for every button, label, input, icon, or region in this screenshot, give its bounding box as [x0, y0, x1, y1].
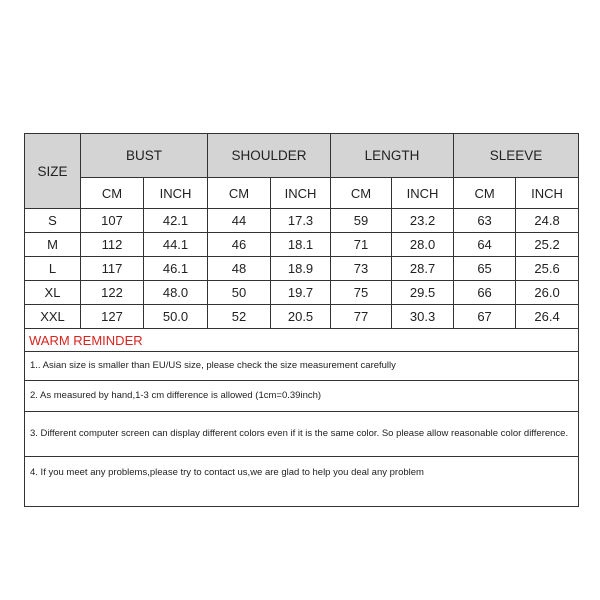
table-cell: 73 [331, 257, 392, 281]
table-cell: 75 [331, 281, 392, 305]
size-cell: XL [25, 281, 81, 305]
table-cell: 77 [331, 305, 392, 329]
size-cell: M [25, 233, 81, 257]
table-row [25, 257, 579, 281]
size-chart-table [24, 133, 579, 507]
table-cell: 71 [331, 233, 392, 257]
table-cell: 17.3 [271, 209, 331, 233]
warm-reminder-row [25, 329, 579, 352]
reminder-note-row [25, 381, 579, 412]
table-cell: 18.9 [271, 257, 331, 281]
unit-header: INCH [392, 178, 454, 209]
table-cell: 28.0 [392, 233, 454, 257]
table-cell: 18.1 [271, 233, 331, 257]
size-cell: S [25, 209, 81, 233]
table-cell: 46 [208, 233, 271, 257]
table-cell: 59 [331, 209, 392, 233]
table-cell: 65 [454, 257, 516, 281]
length-header: LENGTH [331, 134, 454, 178]
reminder-note: 4. If you meet any problems,please try to contact us,we are glad to help you deal any problem [25, 457, 579, 507]
size-cell: L [25, 257, 81, 281]
size-header: SIZE [25, 134, 81, 209]
unit-header: INCH [144, 178, 208, 209]
table-cell: 50.0 [144, 305, 208, 329]
table-cell: 67 [454, 305, 516, 329]
table-cell: 112 [81, 233, 144, 257]
table-cell: 107 [81, 209, 144, 233]
table-cell: 44 [208, 209, 271, 233]
reminder-note: 3. Different computer screen can display different colors even if it is the same color. So please allow reasonable color difference. [25, 412, 579, 457]
warm-reminder-title: WARM REMINDER [25, 329, 579, 352]
table-cell: 52 [208, 305, 271, 329]
shoulder-header: SHOULDER [208, 134, 331, 178]
table-cell: 48.0 [144, 281, 208, 305]
table-row [25, 233, 579, 257]
table-cell: 44.1 [144, 233, 208, 257]
unit-header: INCH [516, 178, 579, 209]
table-cell: 26.0 [516, 281, 579, 305]
reminder-note-row [25, 412, 579, 457]
table-cell: 24.8 [516, 209, 579, 233]
table-cell: 30.3 [392, 305, 454, 329]
table-cell: 63 [454, 209, 516, 233]
unit-header: CM [81, 178, 144, 209]
table-cell: 117 [81, 257, 144, 281]
unit-header: CM [454, 178, 516, 209]
table-cell: 28.7 [392, 257, 454, 281]
table-cell: 25.6 [516, 257, 579, 281]
table-cell: 19.7 [271, 281, 331, 305]
reminder-note: 1.. Asian size is smaller than EU/US size, please check the size measurement carefully [25, 352, 579, 381]
size-cell: XXL [25, 305, 81, 329]
group-header-row [25, 134, 579, 178]
table-row [25, 209, 579, 233]
unit-header-row [25, 178, 579, 209]
unit-header: INCH [271, 178, 331, 209]
reminder-note: 2. As measured by hand,1-3 cm difference is allowed (1cm=0.39inch) [25, 381, 579, 412]
reminder-note-row [25, 352, 579, 381]
table-cell: 46.1 [144, 257, 208, 281]
table-cell: 48 [208, 257, 271, 281]
table-cell: 20.5 [271, 305, 331, 329]
table-cell: 66 [454, 281, 516, 305]
table-cell: 26.4 [516, 305, 579, 329]
table-cell: 25.2 [516, 233, 579, 257]
table-cell: 23.2 [392, 209, 454, 233]
table-cell: 29.5 [392, 281, 454, 305]
table-cell: 50 [208, 281, 271, 305]
unit-header: CM [331, 178, 392, 209]
bust-header: BUST [81, 134, 208, 178]
table-cell: 127 [81, 305, 144, 329]
sleeve-header: SLEEVE [454, 134, 579, 178]
table-row [25, 281, 579, 305]
table-cell: 42.1 [144, 209, 208, 233]
reminder-note-row [25, 457, 579, 507]
table-cell: 64 [454, 233, 516, 257]
unit-header: CM [208, 178, 271, 209]
table-cell: 122 [81, 281, 144, 305]
table-row [25, 305, 579, 329]
